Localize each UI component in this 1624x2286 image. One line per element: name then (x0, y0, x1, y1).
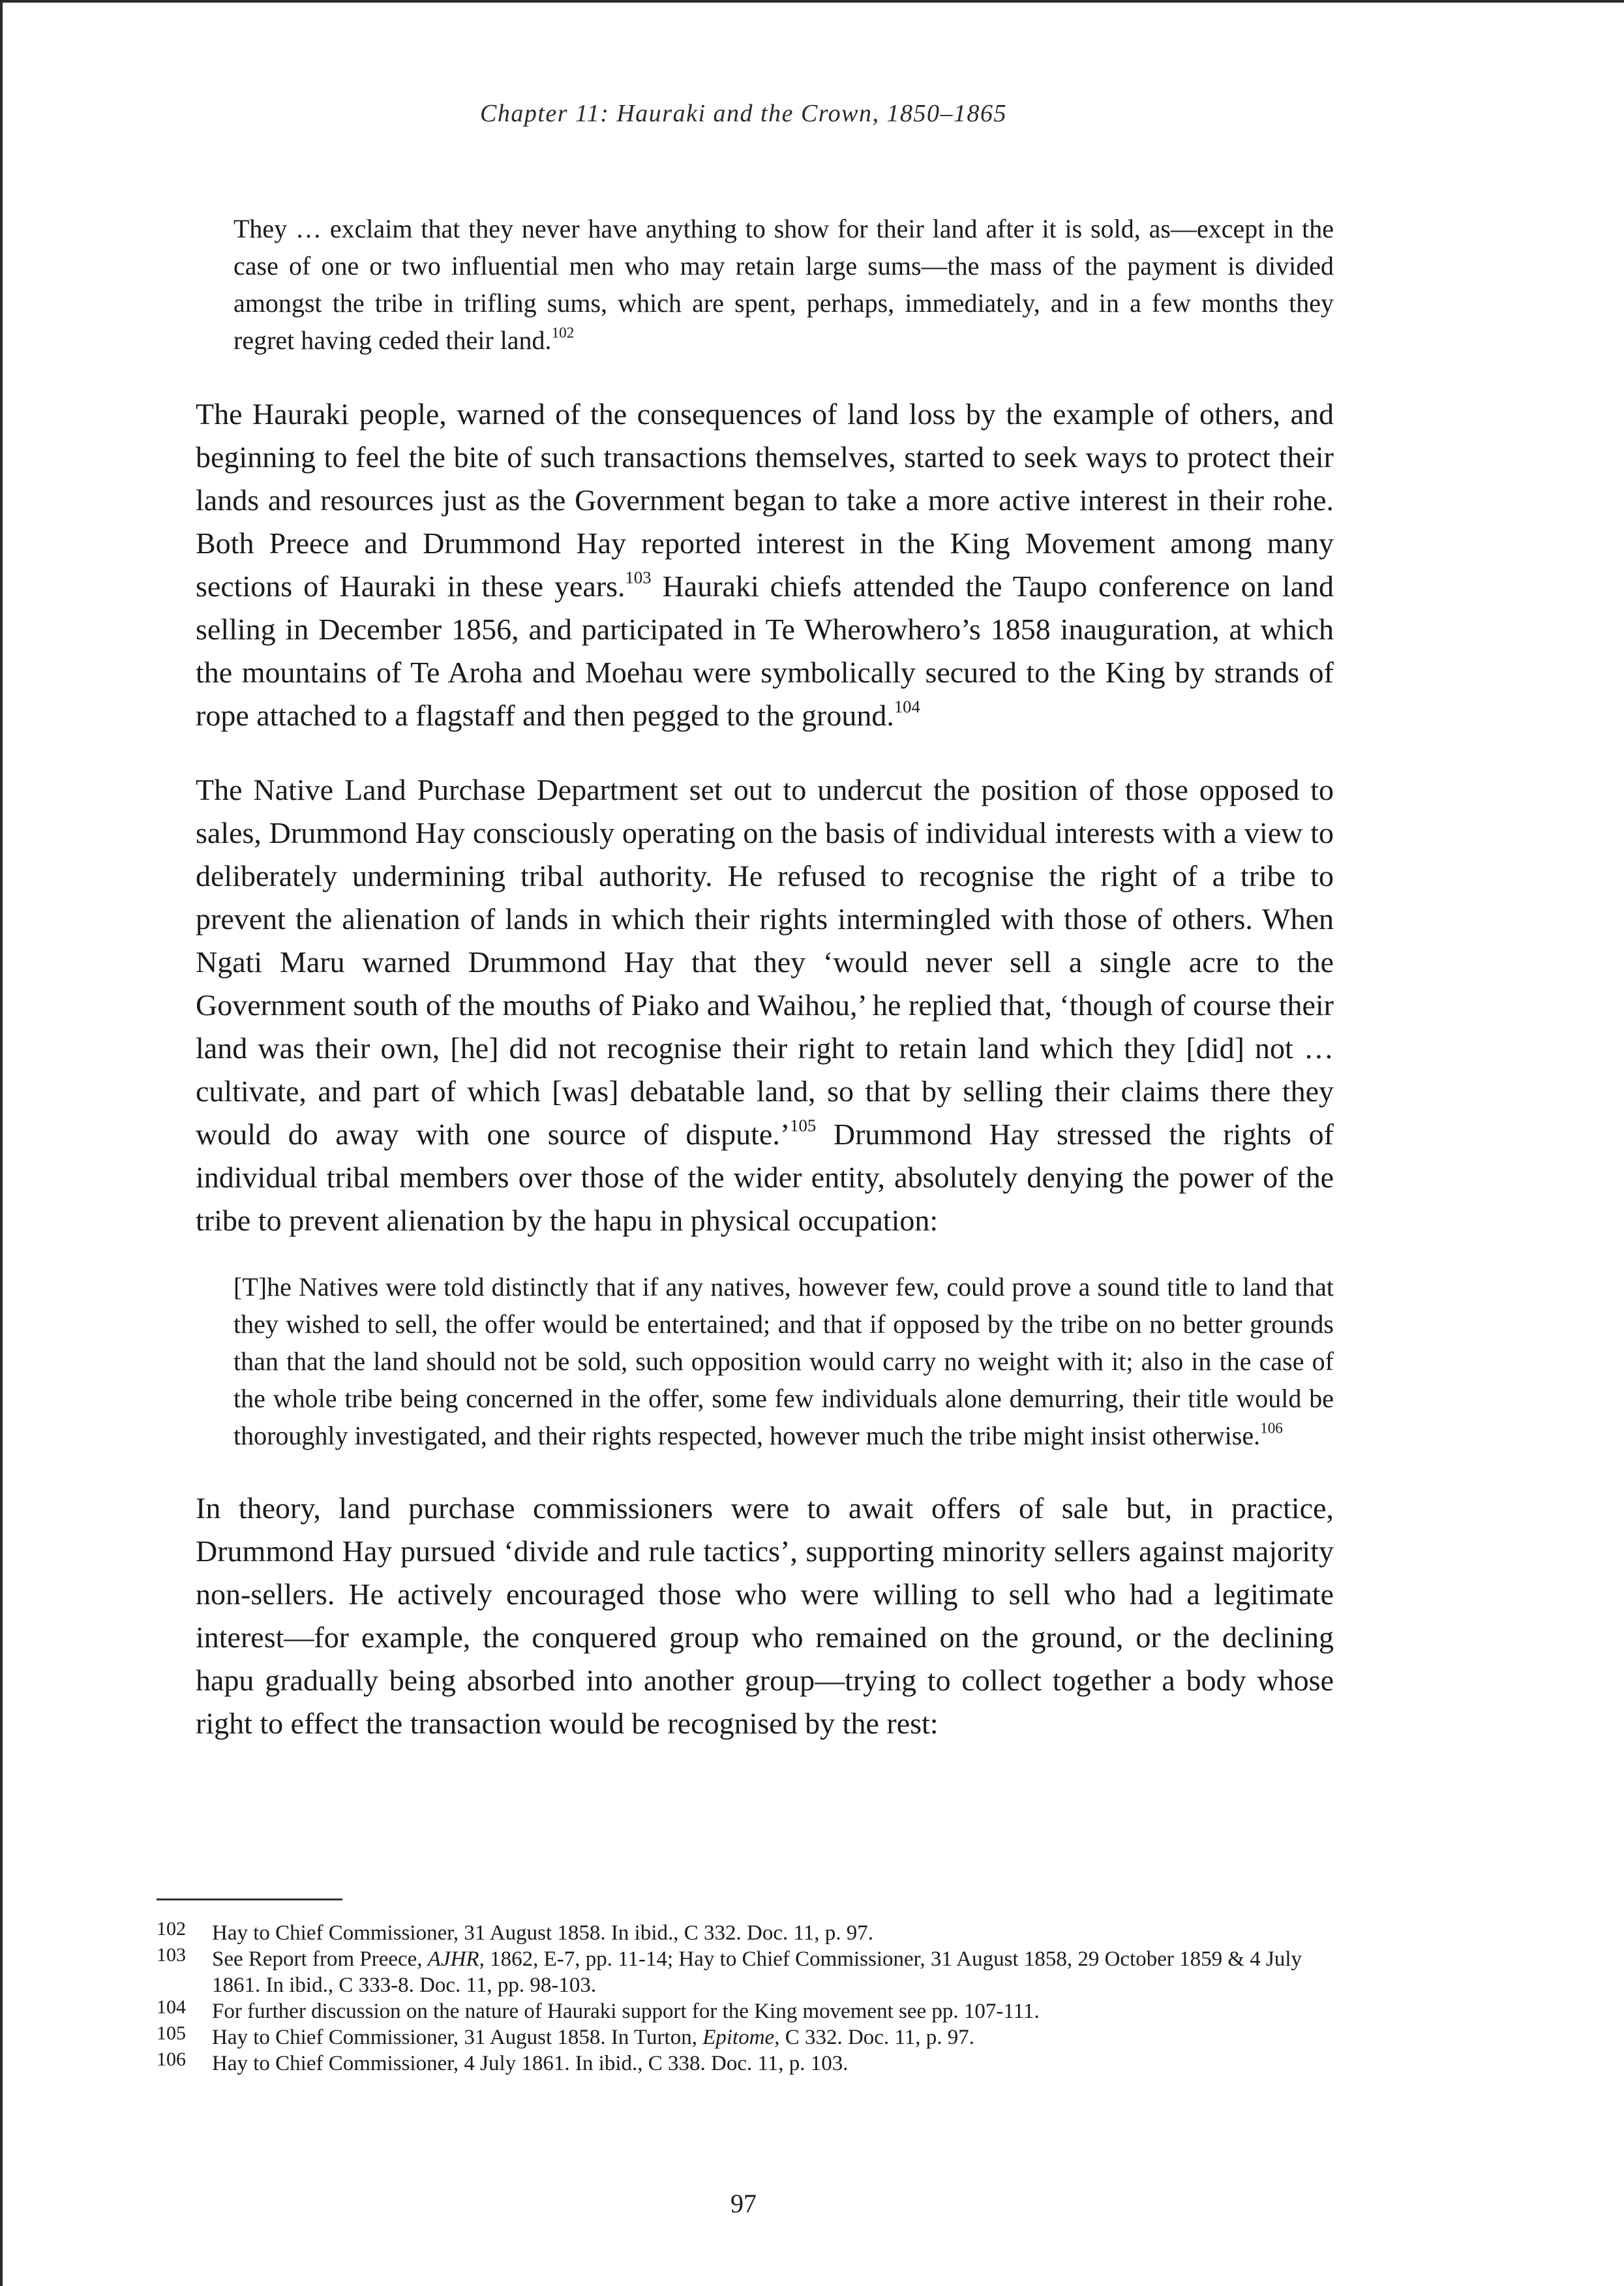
footnote-number: 102 (157, 1918, 186, 1940)
footnote-text-post: , 1862, E-7, pp. 11-14; Hay to Chief Commissioner, 31 August 1858, 29 October 1859 & 4 July 1861. In ibid., C 333-8. Doc. 11, pp. 98-103. (212, 1947, 1302, 1997)
footnote-text-post: , C 332. Doc. 11, p. 97. (774, 2026, 974, 2049)
page-number: 97 (730, 2189, 757, 2218)
footnote-rule (157, 1898, 342, 1900)
footnote-number: 104 (157, 1996, 186, 2018)
paragraph-2 (196, 769, 1334, 1242)
footnote-text: For further discussion on the nature of Hauraki support for the King movement see pp. 107-111. (212, 2000, 1040, 2023)
paragraph-2-part-b: Drummond Hay stressed the rights of individual tribal members over those of the wider entity, absolutely denying the power of the tribe to prevent alienation by the hapu in physical occupation: (196, 1118, 1334, 1237)
footnote-ref-104: 104 (894, 697, 920, 716)
footnote-number: 105 (157, 2022, 186, 2044)
footnote-text-italic: Epitome (702, 2026, 775, 2049)
footnote-text-italic: AJHR (427, 1947, 479, 1971)
page-border-top (0, 0, 1624, 3)
footnote (157, 1998, 1334, 2024)
footnote (157, 2050, 1334, 2077)
running-head: Chapter 11: Hauraki and the Crown, 1850–1865 (479, 100, 1008, 127)
paragraph-2-part-a: The Native Land Purchase Department set out to undercut the position of those opposed to sales, Drummond Hay consciously operating on the basis of individual interests with a view to deliberately undermining tribal authority. He refused to recognise the right of a tribe to prevent the alienation of lands in which their rights intermingled with those of others. When Ngati Maru warned Drummond Hay that they ‘would never sell a single acre to the Government south of the mouths of Piako and Waihou,’ he replied that, ‘though of course their land was their own, [he] did not recognise their right to retain land which they [did] not … cultivate, and part of which [was] debatable land, so that by selling their claims there they would do away with one source of dispute.’ (196, 773, 1334, 1151)
footnote-text (212, 1946, 1334, 1998)
body-text (196, 210, 1334, 1745)
footnote-text-pre: See Report from Preece, (212, 1947, 428, 1971)
footnote-ref-106: 106 (1260, 1420, 1283, 1437)
paragraph-1-part-b: Hauraki chiefs attended the Taupo conference on land selling in December 1856, and participated in Te Wherowhero’s 1858 inauguration, at which the mountains of Te Aroha and Moehau were symbolically secured to the King by strands of rope attached to a flagstaff and then pegged to the ground. (196, 570, 1334, 732)
footnote (157, 2024, 1334, 2050)
quote-2-text: [T]he Natives were told distinctly that if any natives, however few, could prove a sound title to land that they wished to sell, the offer would be entertained; and that if opposed by the tribe on no better grounds than that the land should not be sold, such opposition would carry no weight with it; also in the case of the whole tribe being concerned in the offer, some few individuals alone demurring, their title would be thoroughly investigated, and their rights respected, however much the tribe might insist otherwise. (233, 1272, 1334, 1450)
paragraph-3: In theory, land purchase commissioners were to await offers of sale but, in practice, Drummond Hay pursued ‘divide and rule tactics’, supporting minority sellers against majority non-sellers. He actively encouraged those who were willing to sell who had a legitimate interest—for example, the conquered group who remained on the ground, or the declining hapu gradually being absorbed into another group—trying to collect together a body whose right to effect the transaction would be recognised by the rest: (196, 1491, 1334, 1740)
footnote (157, 1946, 1334, 1998)
footnote-text: Hay to Chief Commissioner, 31 August 1858. In ibid., C 332. Doc. 11, p. 97. (212, 1921, 874, 1945)
footnote-ref-102: 102 (551, 324, 575, 342)
footnote-number: 106 (157, 2049, 186, 2070)
paragraph-1-part-a: The Hauraki people, warned of the consequences of land loss by the example of others, and beginning to feel the bite of such transactions themselves, started to seek ways to protect their lands and resources just as the Government began to take a more active interest in their rohe. Both Preece and Drummond Hay reported interest in the King Movement among many sections of Hauraki in these years. (196, 397, 1334, 603)
footnote-text (212, 2024, 1334, 2050)
footnote-ref-103: 103 (625, 568, 652, 587)
footnote-number: 103 (157, 1944, 186, 1966)
footnote (157, 1920, 1334, 1946)
footnote-text-pre: Hay to Chief Commissioner, 31 August 1858. In Turton, (212, 2026, 703, 2049)
footnote-ref-105: 105 (790, 1116, 817, 1135)
block-quote-1 (233, 210, 1334, 359)
footnote-text: Hay to Chief Commissioner, 4 July 1861. In ibid., C 338. Doc. 11, p. 103. (212, 2052, 849, 2075)
page-border-left (0, 0, 3, 2286)
block-quote-2 (233, 1268, 1334, 1454)
footnotes (157, 1898, 1334, 2077)
quote-1-text: They … exclaim that they never have anything to show for their land after it is sold, as—except in the case of one or two influential men who may retain large sums—the mass of the payment is divided amongst the tribe in trifling sums, which are spent, perhaps, immediately, and in a few months they regret having ceded their land. (233, 214, 1334, 355)
paragraph-1 (196, 393, 1334, 737)
